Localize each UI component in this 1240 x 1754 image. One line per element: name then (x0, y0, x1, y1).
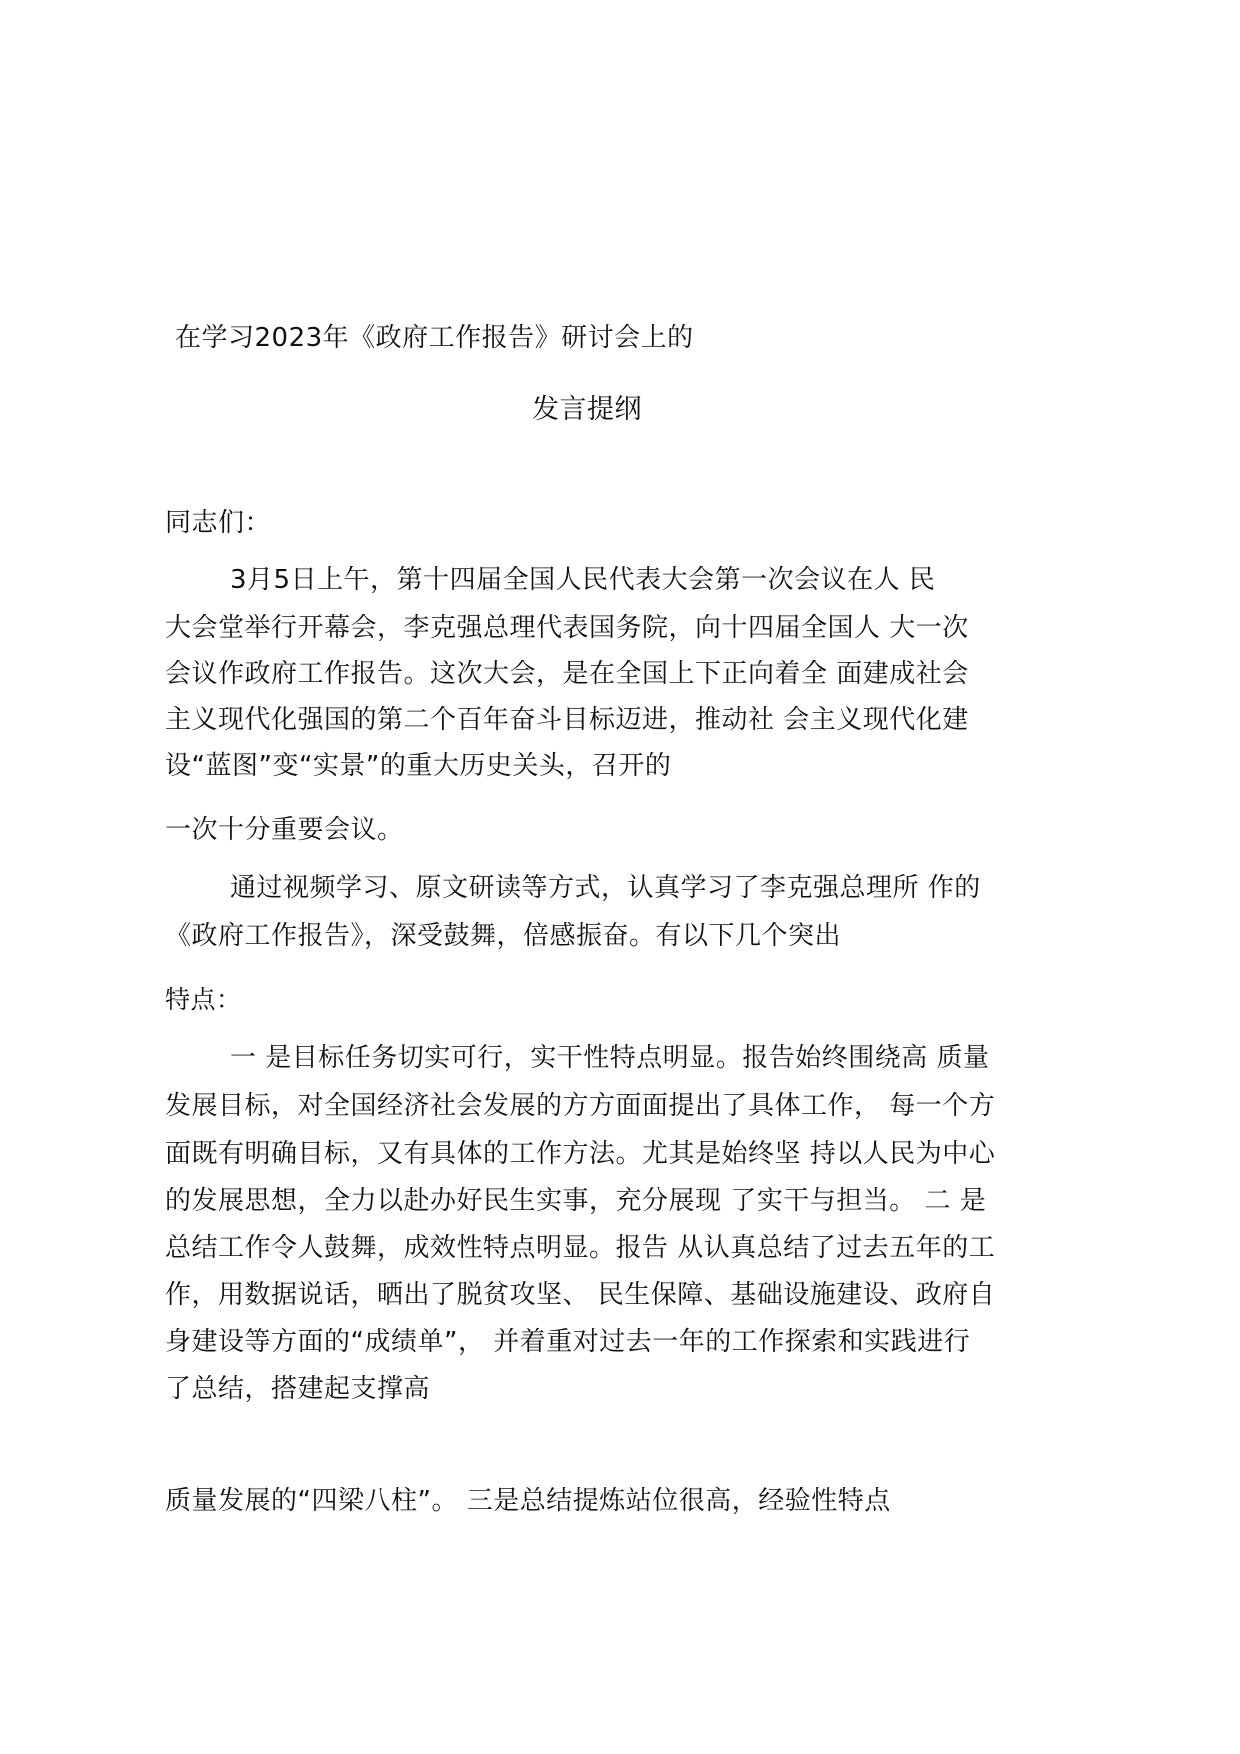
paragraph-1-line: 主义现代化强国的第二个百年奋斗目标迈进，推动社 会主义现代化建 (165, 705, 969, 735)
paragraph-3-line: 面既有明确目标，又有具体的工作方法。尤其是始终坚 持以人民为中心 (165, 1139, 996, 1169)
paragraph-3-line: 作，用数据说话，晒出了脱贫攻坚、 民生保障、基础设施建设、政府自 (165, 1280, 996, 1310)
paragraph-1-line: 一次十分重要会议。 (165, 815, 404, 845)
document-title-line-2: 发言提纲 (532, 394, 642, 425)
paragraph-1-line: 设“蓝图”变“实景”的重大历史关头，召开的 (165, 751, 672, 781)
paragraph-3-line: 质量发展的“四梁八柱”。 三是总结提炼站位很高，经验性特点 (165, 1486, 891, 1516)
paragraph-3-line: 身建设等方面的“成绩单”， 并着重对过去一年的工作探索和实践进行 (165, 1327, 971, 1357)
paragraph-1-line: 3月5日上午，第十四届全国人民代表大会第一次会议在人 民 (230, 565, 936, 595)
paragraph-3-line: 一 是目标任务切实可行，实干性特点明显。报告始终围绕高 质量 (230, 1043, 990, 1073)
greeting: 同志们： (165, 508, 272, 538)
paragraph-2-line: 通过视频学习、原文研读等方式，认真学习了李克强总理所 作的 (230, 873, 981, 903)
document-title-line-1: 在学习2023年《政府工作报告》研讨会上的 (175, 323, 694, 353)
paragraph-2-line: 特点： (165, 985, 242, 1014)
paragraph-1-line: 大会堂举行开幕会，李克强总理代表国务院，向十四届全国人 大一次 (165, 613, 969, 643)
paragraph-3-line: 总结工作令人鼓舞，成效性特点明显。报告 从认真总结了过去五年的工 (165, 1233, 996, 1263)
paragraph-3-line: 了总结，搭建起支撑高 (165, 1374, 431, 1404)
paragraph-3-line: 的发展思想，全力以赴办好民生实事，充分展现 了实干与担当。 二 是 (165, 1186, 987, 1216)
paragraph-2-line: 《政府工作报告》，深受鼓舞，倍感振奋。有以下几个突出 (165, 921, 842, 951)
paragraph-3-line: 发展目标，对全国经济社会发展的方方面面提出了具体工作， 每一个方 (165, 1091, 996, 1121)
paragraph-1-line: 会议作政府工作报告。这次大会，是在全国上下正向着全 面建成社会 (165, 659, 969, 689)
